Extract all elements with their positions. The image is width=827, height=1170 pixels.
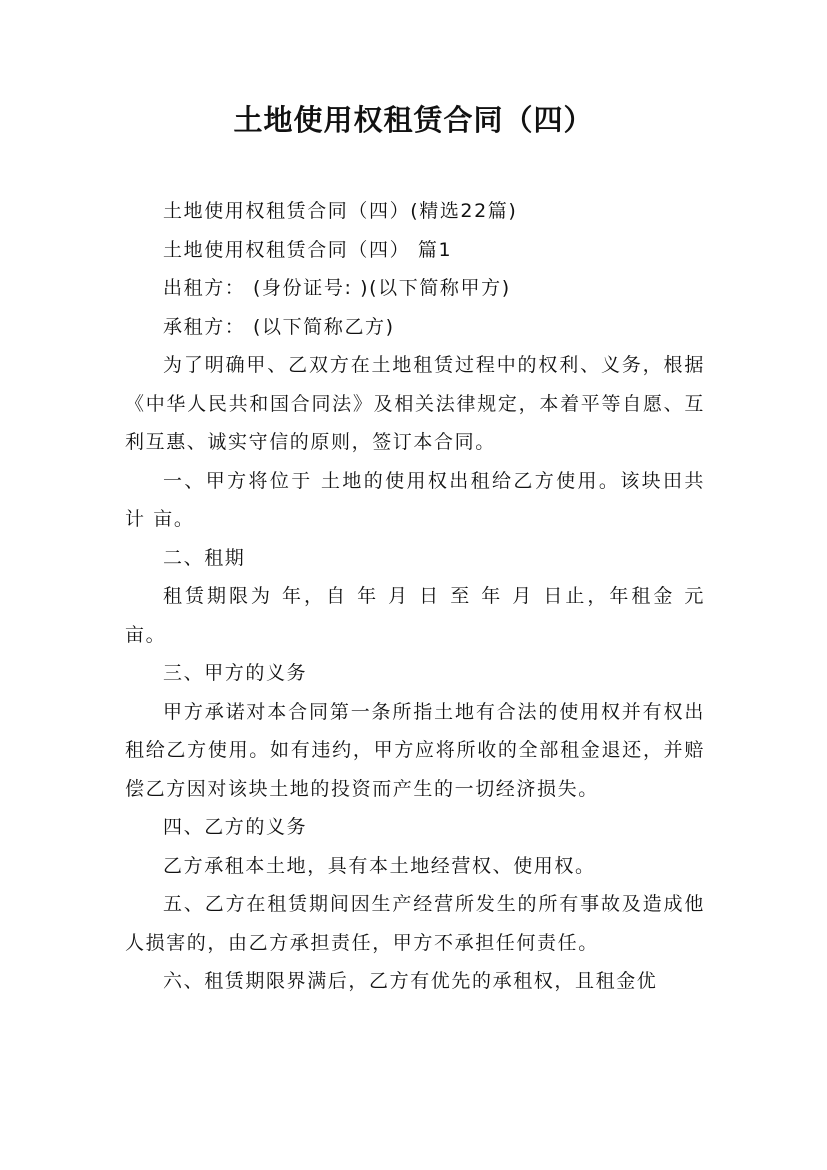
paragraph-clause-2-term: 租赁期限为 年，自 年 月 日 至 年 月 日止，年租金 元亩。: [125, 585, 705, 646]
paragraph-clause-2-heading: 二、租期: [163, 546, 246, 569]
paragraph-clause-5: 五、乙方在租赁期间因生产经营所发生的所有事故及造成他人损害的，由乙方承担责任，甲方不承担任何责任。: [125, 893, 705, 954]
paragraph-lessor: 出租方： (身份证号: )(以下简称甲方): [163, 277, 511, 299]
paragraph-clause-3-heading: 三、甲方的义务: [163, 662, 308, 684]
paragraph-preamble: 为了明确甲、乙双方在土地租赁过程中的权利、义务，根据《中华人民共和国合同法》及相关法律规定，本着平等自愿、互利互惠、诚实守信的原则，签订本合同。: [125, 354, 705, 453]
paragraph-subtitle: 土地使用权租赁合同（四）(精选22篇): [163, 200, 518, 222]
document-title: 土地使用权租赁合同（四）: [233, 103, 594, 137]
paragraph-clause-4-body: 乙方承租本土地，具有本土地经营权、使用权。: [163, 854, 596, 877]
paragraph-clause-1: 一、甲方将位于 土地的使用权出租给乙方使用。该块田共计 亩。: [125, 469, 705, 530]
paragraph-clause-3-body: 甲方承诺对本合同第一条所指土地有合法的使用权并有权出租给乙方使用。如有违约，甲方应将所收的全部租金退还，并赔偿乙方因对该块土地的投资而产生的一切经济损失。: [125, 700, 705, 800]
document-body: [125, 192, 705, 1001]
paragraph-clause-6: 六、租赁期限界满后，乙方有优先的承租权，且租金优: [163, 970, 658, 992]
paragraph-lessee: 承租方： (以下简称乙方): [163, 315, 395, 338]
paragraph-clause-4-heading: 四、乙方的义务: [163, 816, 308, 838]
paragraph-section-heading: 土地使用权租赁合同（四） 篇1: [163, 238, 453, 261]
